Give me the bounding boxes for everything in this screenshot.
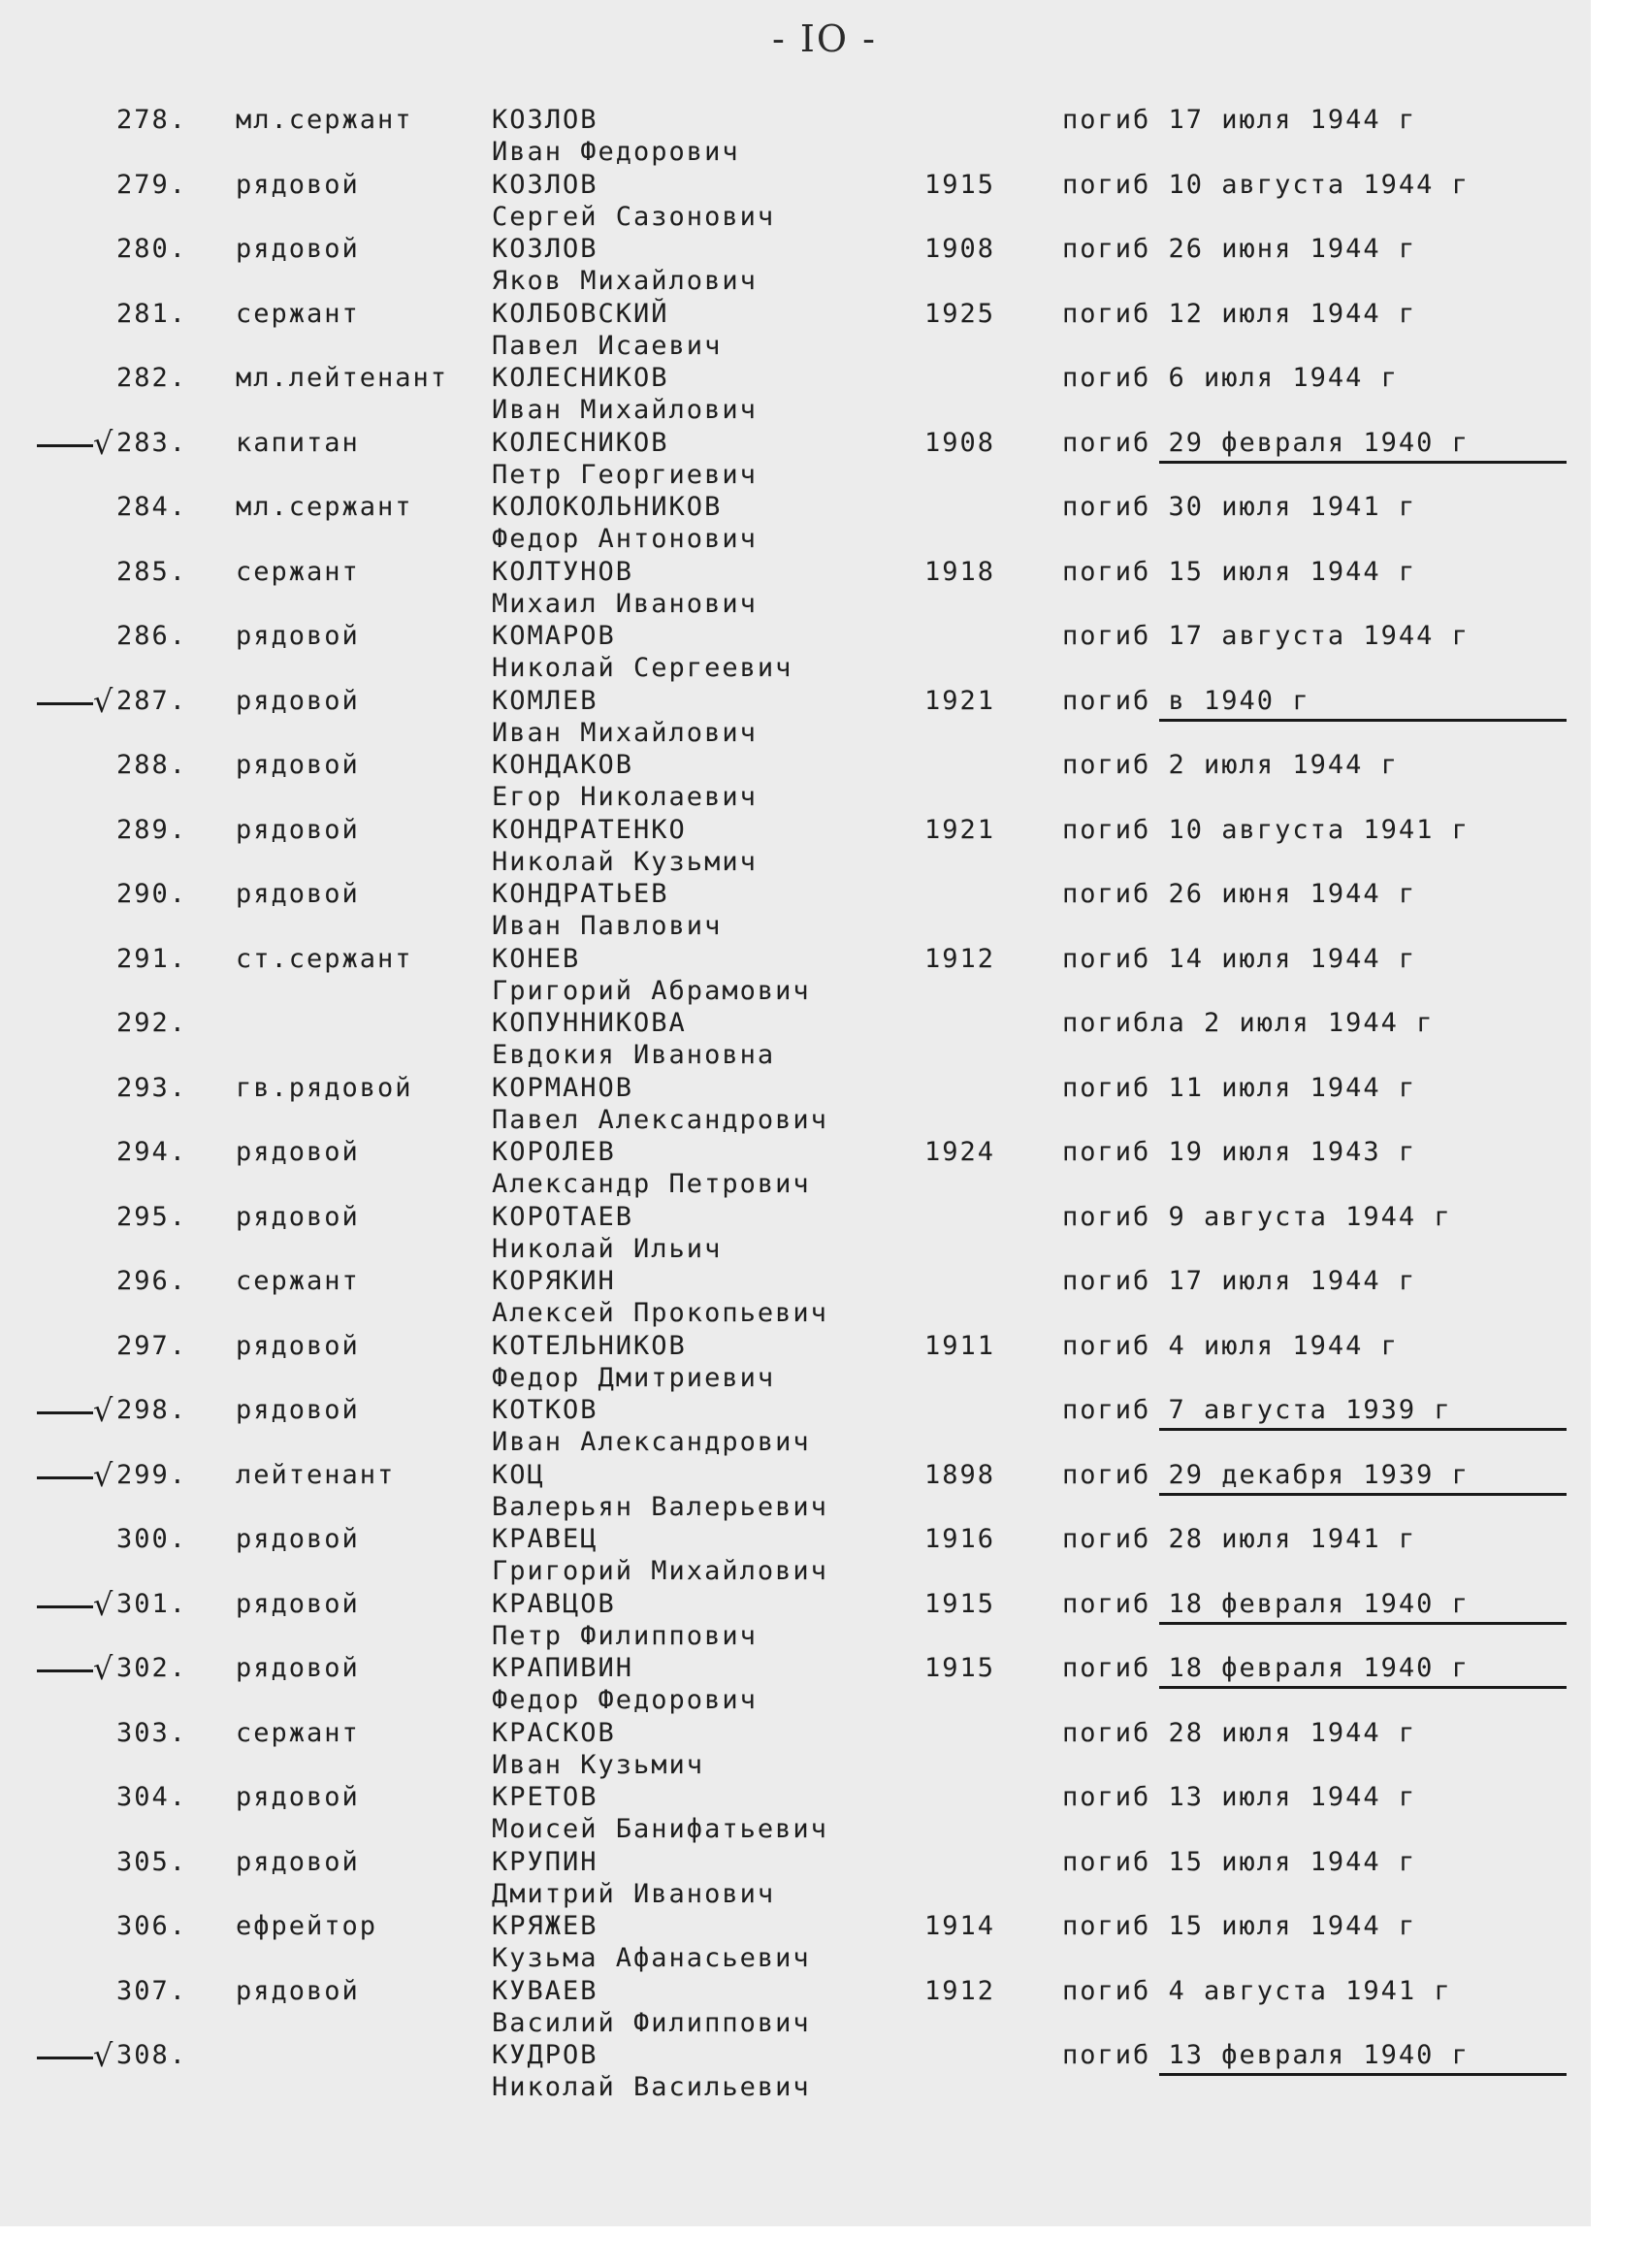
- list-entry: [0, 1387, 1591, 1457]
- entry-surname: КРЯЖЕВ: [492, 1911, 598, 1941]
- entry-death-info: погиб 29 февраля 1940 г: [1062, 427, 1470, 458]
- entry-death-info: погиб 11 июля 1944 г: [1062, 1072, 1417, 1103]
- entry-rank: рядовой: [236, 1137, 360, 1167]
- entry-surname: КОТЕЛЬНИКОВ: [492, 1330, 687, 1361]
- entry-rank: капитан: [236, 427, 360, 458]
- entry-given-name: Петр Георгиевич: [492, 459, 758, 490]
- entry-death-info: погиб 17 июля 1944 г: [1062, 105, 1417, 135]
- entry-number: 304.: [116, 1782, 188, 1812]
- list-entry: [0, 1258, 1591, 1328]
- entry-given-name: Павел Исаевич: [492, 330, 723, 361]
- entry-death-info: погиб 28 июля 1941 г: [1062, 1524, 1417, 1554]
- entry-number: 294.: [116, 1137, 188, 1167]
- entry-birth-year: 1921: [924, 685, 996, 716]
- entry-birth-year: 1921: [924, 814, 996, 845]
- list-entry: [0, 1968, 1591, 2038]
- entry-surname: КОЗЛОВ: [492, 105, 598, 135]
- entry-given-name: Иван Александрович: [492, 1427, 811, 1457]
- entry-rank: сержант: [236, 556, 360, 587]
- entry-surname: КОПУННИКОВА: [492, 1008, 687, 1038]
- list-entry: [0, 678, 1591, 748]
- entry-rank: рядовой: [236, 1846, 360, 1877]
- entry-surname: КРАСКОВ: [492, 1717, 616, 1748]
- entry-surname: КОНДАКОВ: [492, 750, 634, 780]
- entry-death-info: погиб 18 февраля 1940 г: [1062, 1653, 1470, 1683]
- entry-given-name: Иван Кузьмич: [492, 1749, 705, 1780]
- entry-surname: КОНДРАТЬЕВ: [492, 879, 669, 909]
- handwritten-underline: [1159, 2073, 1567, 2076]
- entry-birth-year: 1916: [924, 1524, 996, 1554]
- list-entry: [0, 549, 1591, 619]
- entry-given-name: Евдокия Ивановна: [492, 1040, 776, 1070]
- entry-rank: ст.сержант: [236, 943, 413, 974]
- entry-number: 290.: [116, 879, 188, 909]
- entry-death-info: погиб 30 июля 1941 г: [1062, 492, 1417, 522]
- entry-birth-year: 1912: [924, 1975, 996, 2006]
- entry-given-name: Яков Михайлович: [492, 266, 758, 296]
- entry-number: 301.: [116, 1588, 188, 1619]
- list-entry: [0, 1839, 1591, 1909]
- list-entry: [0, 1645, 1591, 1715]
- entry-surname: КОЗЛОВ: [492, 234, 598, 264]
- entry-birth-year: 1925: [924, 298, 996, 329]
- entry-number: 286.: [116, 621, 188, 651]
- entry-rank: мл.сержант: [236, 105, 413, 135]
- entry-number: 278.: [116, 105, 188, 135]
- entry-rank: рядовой: [236, 750, 360, 780]
- entry-rank: рядовой: [236, 1524, 360, 1554]
- entry-rank: рядовой: [236, 1588, 360, 1619]
- entry-number: 308.: [116, 2040, 188, 2070]
- entry-surname: КОНДРАТЕНКО: [492, 814, 687, 845]
- entry-surname: КОРЯКИН: [492, 1266, 616, 1296]
- entry-rank: рядовой: [236, 1395, 360, 1425]
- entry-birth-year: 1914: [924, 1911, 996, 1941]
- entry-number: 297.: [116, 1330, 188, 1361]
- entry-surname: КОМЛЕВ: [492, 685, 598, 716]
- entry-rank: мл.сержант: [236, 492, 413, 522]
- entry-death-info: погиб 6 июля 1944 г: [1062, 363, 1399, 393]
- entry-surname: КОЛТУНОВ: [492, 556, 634, 587]
- entry-given-name: Кузьма Афанасьевич: [492, 1943, 811, 1973]
- entry-number: 280.: [116, 234, 188, 264]
- list-entry: [0, 1452, 1591, 1522]
- entry-birth-year: 1918: [924, 556, 996, 587]
- entry-birth-year: 1912: [924, 943, 996, 974]
- list-entry: [0, 1774, 1591, 1844]
- list-entry: [0, 936, 1591, 1006]
- entry-rank: рядовой: [236, 1975, 360, 2006]
- entry-number: 282.: [116, 363, 188, 393]
- entry-number: 302.: [116, 1653, 188, 1683]
- handwritten-underline: [1159, 1493, 1567, 1496]
- entry-given-name: Иван Федорович: [492, 137, 740, 167]
- list-entry: [0, 162, 1591, 232]
- handwritten-underline: [1159, 719, 1567, 722]
- list-entry: [0, 2032, 1591, 2102]
- entry-death-info: погиб 10 августа 1944 г: [1062, 169, 1470, 200]
- entry-given-name: Николай Кузьмич: [492, 846, 758, 877]
- entry-given-name: Павел Александрович: [492, 1104, 828, 1135]
- entry-rank: рядовой: [236, 1653, 360, 1683]
- list-entry: [0, 613, 1591, 683]
- entry-death-info: погиб 26 июня 1944 г: [1062, 234, 1417, 264]
- entry-surname: КОНЕВ: [492, 943, 581, 974]
- entry-death-info: погиб 29 декабря 1939 г: [1062, 1459, 1470, 1490]
- entry-given-name: Моисей Банифатьевич: [492, 1814, 828, 1844]
- entry-death-info: погиб 17 июля 1944 г: [1062, 1266, 1417, 1296]
- entry-number: 279.: [116, 169, 188, 200]
- entry-given-name: Григорий Абрамович: [492, 975, 811, 1006]
- entry-death-info: погиб 12 июля 1944 г: [1062, 298, 1417, 329]
- entry-given-name: Дмитрий Иванович: [492, 1878, 776, 1909]
- entry-death-info: погиб 13 июля 1944 г: [1062, 1782, 1417, 1812]
- entry-rank: рядовой: [236, 1201, 360, 1232]
- entry-given-name: Федор Антонович: [492, 524, 758, 554]
- entry-number: 305.: [116, 1846, 188, 1877]
- entry-surname: КОРМАНОВ: [492, 1072, 634, 1103]
- entry-rank: рядовой: [236, 621, 360, 651]
- list-entry: [0, 420, 1591, 490]
- entry-surname: КРАПИВИН: [492, 1653, 634, 1683]
- entry-death-info: погиб 10 августа 1941 г: [1062, 814, 1470, 845]
- list-entry: [0, 355, 1591, 425]
- entry-given-name: Иван Павлович: [492, 911, 723, 941]
- entry-death-info: погиб 15 июля 1944 г: [1062, 556, 1417, 587]
- list-entry: [0, 291, 1591, 361]
- entry-number: 300.: [116, 1524, 188, 1554]
- entry-death-info: погиб 19 июля 1943 г: [1062, 1137, 1417, 1167]
- entry-death-info: погиб 15 июля 1944 г: [1062, 1911, 1417, 1941]
- entry-birth-year: 1911: [924, 1330, 996, 1361]
- entry-rank: сержант: [236, 1717, 360, 1748]
- entry-given-name: Валерьян Валерьевич: [492, 1491, 828, 1522]
- entry-number: 295.: [116, 1201, 188, 1232]
- entry-surname: КОТКОВ: [492, 1395, 598, 1425]
- entry-given-name: Федор Федорович: [492, 1685, 758, 1715]
- list-entry: [0, 871, 1591, 941]
- list-entry: [0, 1323, 1591, 1393]
- entry-surname: КРЕТОВ: [492, 1782, 598, 1812]
- entry-given-name: Сергей Сазонович: [492, 201, 776, 232]
- entry-birth-year: 1898: [924, 1459, 996, 1490]
- list-entry: [0, 484, 1591, 554]
- entry-birth-year: 1924: [924, 1137, 996, 1167]
- entry-surname: КУВАЕВ: [492, 1975, 598, 2006]
- entry-number: 281.: [116, 298, 188, 329]
- entry-number: 284.: [116, 492, 188, 522]
- entry-rank: рядовой: [236, 814, 360, 845]
- entry-surname: КОМАРОВ: [492, 621, 616, 651]
- list-entry: [0, 1000, 1591, 1070]
- entry-death-info: погиб 4 августа 1941 г: [1062, 1975, 1452, 2006]
- entry-surname: КУДРОВ: [492, 2040, 598, 2070]
- entry-number: 287.: [116, 685, 188, 716]
- list-entry: [0, 1903, 1591, 1973]
- list-entry: [0, 1581, 1591, 1651]
- entry-surname: КОЛЕСНИКОВ: [492, 427, 669, 458]
- entry-given-name: Петр Филиппович: [492, 1620, 758, 1651]
- entry-surname: КОРОЛЕВ: [492, 1137, 616, 1167]
- entry-birth-year: 1915: [924, 1653, 996, 1683]
- list-entry: [0, 1065, 1591, 1135]
- entry-number: 298.: [116, 1395, 188, 1425]
- entry-number: 285.: [116, 556, 188, 587]
- entry-rank: рядовой: [236, 234, 360, 264]
- list-entry: [0, 1194, 1591, 1264]
- entry-given-name: Григорий Михайлович: [492, 1556, 828, 1586]
- entry-birth-year: 1908: [924, 427, 996, 458]
- entry-given-name: Федор Дмитриевич: [492, 1362, 776, 1393]
- entry-rank: рядовой: [236, 685, 360, 716]
- entry-number: 299.: [116, 1459, 188, 1490]
- handwritten-underline: [1159, 461, 1567, 464]
- entry-rank: гв.рядовой: [236, 1072, 413, 1103]
- handwritten-underline: [1159, 1428, 1567, 1431]
- entry-number: 291.: [116, 943, 188, 974]
- entry-death-info: погиб в 1940 г: [1062, 685, 1310, 716]
- entry-number: 307.: [116, 1975, 188, 2006]
- entry-rank: сержант: [236, 1266, 360, 1296]
- entry-given-name: Иван Михайлович: [492, 395, 758, 425]
- entry-rank: ефрейтор: [236, 1911, 378, 1941]
- entry-given-name: Николай Васильевич: [492, 2072, 811, 2102]
- entry-surname: КРУПИН: [492, 1846, 598, 1877]
- entry-birth-year: 1908: [924, 234, 996, 264]
- entry-surname: КРАВЕЦ: [492, 1524, 598, 1554]
- entry-surname: КОЗЛОВ: [492, 169, 598, 200]
- entry-surname: КОРОТАЕВ: [492, 1201, 634, 1232]
- entry-rank: рядовой: [236, 1782, 360, 1812]
- casualty-list: [0, 97, 1591, 2102]
- list-entry: [0, 1516, 1591, 1586]
- entry-rank: рядовой: [236, 169, 360, 200]
- entry-death-info: погиб 28 июля 1944 г: [1062, 1717, 1417, 1748]
- entry-birth-year: 1915: [924, 1588, 996, 1619]
- entry-number: 306.: [116, 1911, 188, 1941]
- entry-number: 293.: [116, 1072, 188, 1103]
- list-entry: [0, 97, 1591, 167]
- entry-death-info: погиб 13 февраля 1940 г: [1062, 2040, 1470, 2070]
- entry-number: 296.: [116, 1266, 188, 1296]
- entry-given-name: Василий Филиппович: [492, 2007, 811, 2038]
- entry-rank: рядовой: [236, 1330, 360, 1361]
- entry-rank: мл.лейтенант: [236, 363, 449, 393]
- entry-surname: КОЛБОВСКИЙ: [492, 298, 669, 329]
- entry-surname: КОЛОКОЛЬНИКОВ: [492, 492, 723, 522]
- entry-rank: сержант: [236, 298, 360, 329]
- entry-number: 289.: [116, 814, 188, 845]
- list-entry: [0, 1710, 1591, 1780]
- entry-given-name: Николай Ильич: [492, 1233, 723, 1264]
- entry-number: 303.: [116, 1717, 188, 1748]
- entry-number: 288.: [116, 750, 188, 780]
- list-entry: [0, 1129, 1591, 1199]
- list-entry: [0, 742, 1591, 812]
- entry-surname: КОЛЕСНИКОВ: [492, 363, 669, 393]
- list-entry: [0, 226, 1591, 296]
- entry-death-info: погиб 26 июня 1944 г: [1062, 879, 1417, 909]
- entry-number: 292.: [116, 1008, 188, 1038]
- handwritten-underline: [1159, 1622, 1567, 1625]
- entry-rank: рядовой: [236, 879, 360, 909]
- entry-death-info: погиб 15 июля 1944 г: [1062, 1846, 1417, 1877]
- entry-number: 283.: [116, 427, 188, 458]
- entry-death-info: погиб 4 июля 1944 г: [1062, 1330, 1399, 1361]
- entry-death-info: погиб 9 августа 1944 г: [1062, 1201, 1452, 1232]
- entry-given-name: Егор Николаевич: [492, 782, 758, 812]
- list-entry: [0, 807, 1591, 877]
- handwritten-underline: [1159, 1686, 1567, 1689]
- entry-birth-year: 1915: [924, 169, 996, 200]
- entry-given-name: Николай Сергеевич: [492, 653, 793, 683]
- entry-surname: КОЦ: [492, 1459, 545, 1490]
- page-number: - IO -: [771, 17, 877, 60]
- entry-death-info: погиб 7 августа 1939 г: [1062, 1395, 1452, 1425]
- entry-death-info: погиб 2 июля 1944 г: [1062, 750, 1399, 780]
- entry-rank: лейтенант: [236, 1459, 396, 1490]
- entry-given-name: Алексей Прокопьевич: [492, 1298, 828, 1328]
- entry-given-name: Михаил Иванович: [492, 588, 758, 619]
- entry-surname: КРАВЦОВ: [492, 1588, 616, 1619]
- entry-given-name: Иван Михайлович: [492, 717, 758, 748]
- entry-death-info: погиб 14 июля 1944 г: [1062, 943, 1417, 974]
- entry-death-info: погиб 18 февраля 1940 г: [1062, 1588, 1470, 1619]
- entry-given-name: Александр Петрович: [492, 1169, 811, 1199]
- entry-death-info: погибла 2 июля 1944 г: [1062, 1008, 1435, 1038]
- entry-death-info: погиб 17 августа 1944 г: [1062, 621, 1470, 651]
